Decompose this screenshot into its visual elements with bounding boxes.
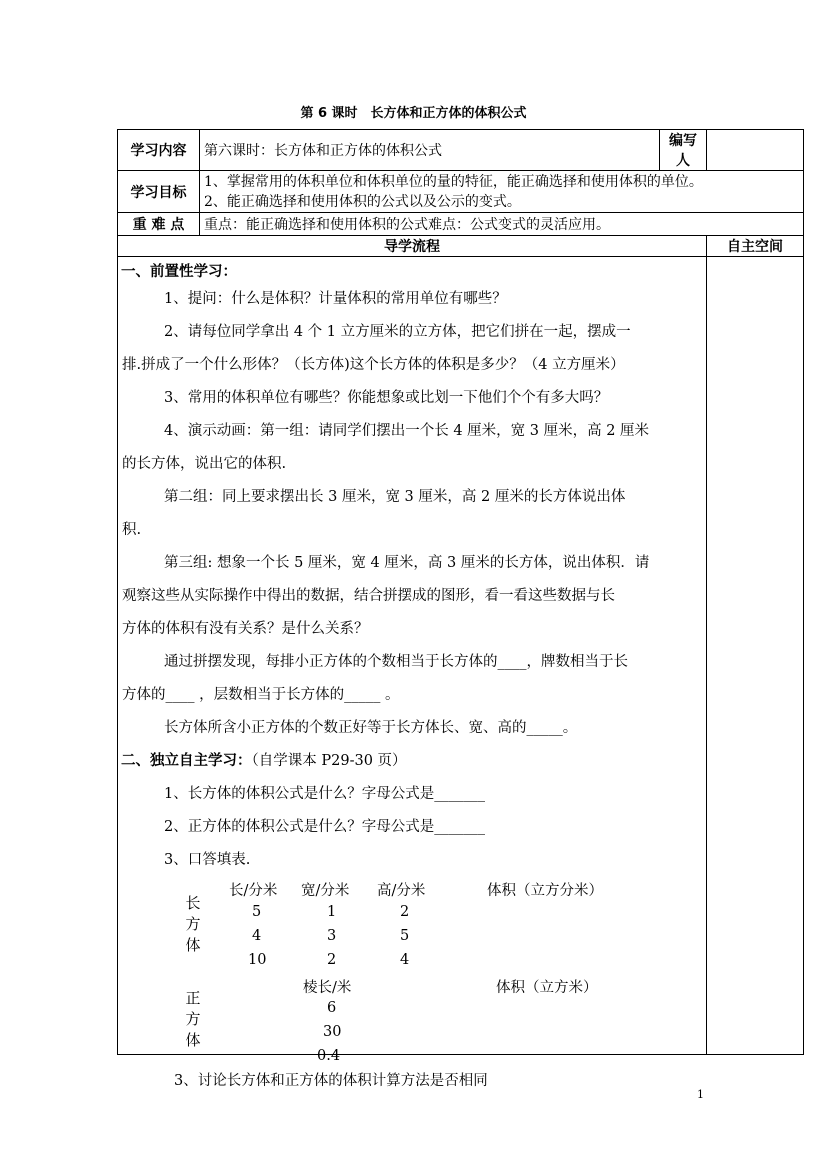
s1-line: 第二组：同上要求摆出长 3 厘米，宽 3 厘米，高 2 厘米的长方体说出体 — [164, 489, 626, 505]
cube-cell: 6 — [327, 1000, 337, 1016]
cuboid-cell: 4 — [252, 928, 262, 944]
s1-line: 的长方体，说出它的体积. — [122, 456, 287, 472]
s1-line: 1、提问：什么是体积？计量体积的常用单位有哪些？ — [164, 291, 507, 307]
page-title: 第 6 课时 长方体和正方体的体积公式 — [300, 106, 527, 121]
s1-line: 观察这些从实际操作中得出的数据，结合拼摆成的图形，看一看这些数据与长 — [122, 588, 615, 604]
s2-line: 3、口答填表. — [164, 852, 251, 868]
s1-line: 2、请每位同学拿出 4 个 1 立方厘米的立方体，把它们拼在一起，摆成一 — [164, 324, 631, 340]
page-number: 1 — [697, 1088, 704, 1101]
cuboid-cell: 5 — [252, 904, 262, 920]
flow-label: 导学流程 — [118, 236, 707, 257]
section1-heading: 一、前置性学习： — [121, 264, 237, 280]
cube-cell: 30 — [323, 1024, 342, 1040]
s1-line: 方体的____ ，层数相当于长方体的_____ 。 — [122, 687, 400, 703]
goal-item: 1、掌握常用的体积单位和体积单位的量的特征，能正确选择和使用体积的单位。 — [204, 173, 703, 190]
s2-line: 2、正方体的体积公式是什么？字母公式是_______ — [164, 819, 485, 835]
cube-label: 正 方 体 — [185, 989, 201, 1049]
s1-line: 3、常用的体积单位有哪些？你能想象或比划一下他们个个有多大吗？ — [164, 390, 609, 406]
flow-content — [118, 257, 707, 1089]
cuboid-cell: 2 — [400, 904, 410, 920]
cuboid-header: 体积（立方分米） — [487, 883, 603, 899]
cuboid-cell: 1 — [327, 904, 337, 920]
author-label: 编写人 — [660, 130, 707, 171]
lesson-table — [117, 129, 804, 1089]
s1-line: 长方体所含小正方体的个数正好等于长方体长、宽、高的_____。 — [164, 720, 578, 736]
key-value: 重点：能正确选择和使用体积的公式难点：公式变式的灵活应用。 — [200, 213, 804, 236]
cuboid-cell: 4 — [400, 952, 410, 968]
closing-line: 3、讨论长方体和正方体的体积计算方法是否相同 — [174, 1073, 488, 1089]
cuboid-label: 长 方 体 — [185, 894, 201, 954]
author-value — [707, 130, 804, 171]
section2-heading — [121, 749, 407, 770]
cube-header: 体积（立方米） — [496, 980, 598, 996]
cuboid-cell: 5 — [400, 928, 410, 944]
s1-line: 通过拼摆发现，每排小正方体的个数相当于长方体的____，牌数相当于长 — [164, 654, 628, 670]
section2-note: （自学课本 P29-30 页） — [251, 753, 407, 769]
cube-cell: 0.4 — [317, 1048, 341, 1064]
space-label: 自主空间 — [707, 236, 804, 257]
goal-item: 2、能正确选择和使用体积的公式以及公示的变式。 — [204, 193, 521, 210]
self-study-space — [707, 257, 804, 1055]
cuboid-cell: 3 — [327, 928, 337, 944]
content-label: 学习内容 — [118, 130, 200, 171]
s1-line: 方体的体积有没有关系？是什么关系？ — [122, 621, 369, 637]
goal-label: 学习目标 — [118, 171, 200, 213]
cuboid-cell: 10 — [248, 952, 267, 968]
cuboid-header: 长/分米 — [229, 883, 278, 899]
cuboid-cell: 2 — [327, 952, 337, 968]
cuboid-header: 宽/分米 — [301, 883, 350, 899]
s1-line: 积. — [122, 522, 142, 538]
cube-header: 棱长/米 — [303, 980, 352, 996]
s2-line: 1、长方体的体积公式是什么？字母公式是_______ — [164, 786, 485, 802]
goal-list — [200, 171, 804, 213]
content-value: 第六课时：长方体和正方体的体积公式 — [200, 130, 660, 171]
cuboid-header: 高/分米 — [377, 883, 426, 899]
s1-line: 第三组: 想象一个长 5 厘米，宽 4 厘米，高 3 厘米的长方体，说出体积．请 — [164, 555, 650, 571]
key-label: 重 难 点 — [118, 213, 200, 236]
section2-title: 二、独立自主学习： — [121, 753, 252, 769]
s1-line: 4、演示动画：第一组：请同学们摆出一个长 4 厘米，宽 3 厘米，高 2 厘米 — [164, 423, 650, 439]
s1-line: 排.拼成了一个什么形体？（长方体)这个长方体的体积是多少？（4 立方厘米） — [122, 357, 625, 373]
